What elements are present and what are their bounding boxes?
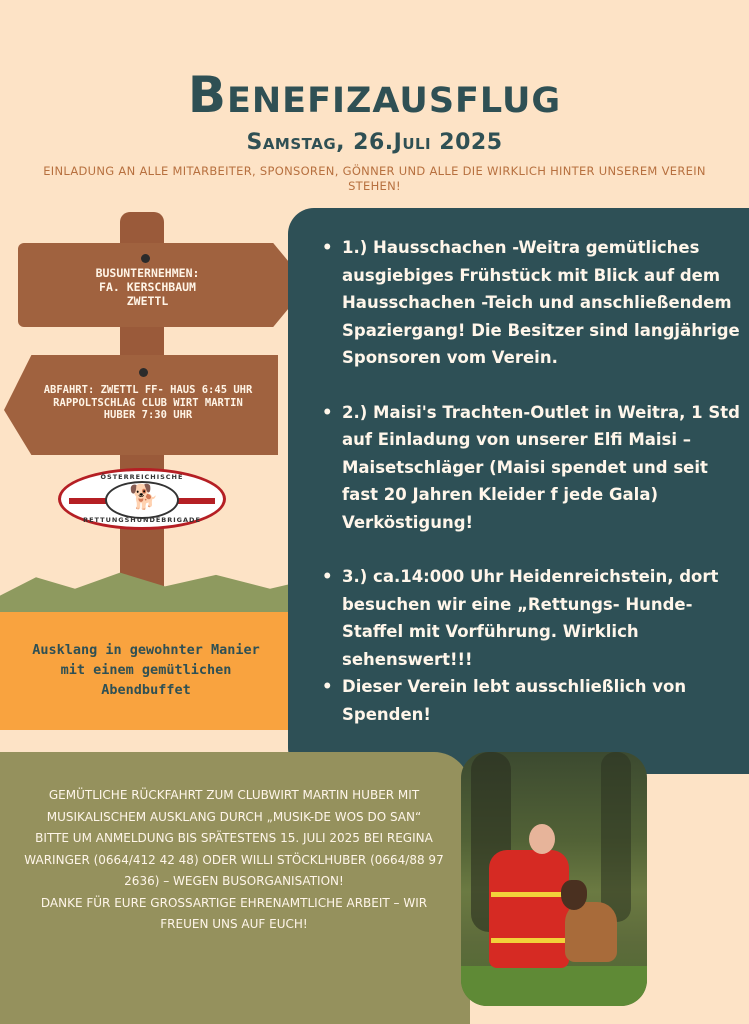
- person-head: [529, 824, 555, 854]
- dog-figure: [565, 902, 617, 962]
- sign1-line: FA. KERSCHBAUM: [99, 280, 196, 294]
- departure-text: [22, 384, 274, 422]
- info-line: BITTE UM ANMELDUNG BIS SPÄTESTENS 15. JULI 2025 BEI REGINA WARINGER (0664/412 42 48) ODER WILLI STÖCKLHUBER (0664/88 97 2636) – WEGEN BUSORGANISATION!: [24, 831, 444, 888]
- rescue-dog-photo: [461, 752, 647, 1006]
- page-title: Benefizausflug: [187, 66, 562, 124]
- nail-icon: [141, 254, 150, 263]
- info-text: [18, 785, 450, 936]
- reflective-stripe: [491, 938, 567, 943]
- program-item: • Dieser Verein lebt ausschließlich von Spenden!: [312, 673, 740, 728]
- sign2-line: HUBER 7:30 UHR: [103, 409, 193, 421]
- program-item: • 2.) Maisi's Trachten-Outlet in Weitra, 1 Std auf Einladung von unserer Elfi Maisi – Maisetschläger (Maisi spendet und seit fast 20 Jahren Kleider f jede Gala) Verköstigung!: [312, 399, 740, 537]
- invitation-text: EINLADUNG AN ALLE MITARBEITER, SPONSOREN, GÖNNER UND ALLE DIE WIRKLICH HINTER UNSEREM VEREIN STEHEN!: [43, 164, 706, 193]
- reflective-stripe: [491, 892, 567, 897]
- dog-head: [561, 880, 587, 910]
- sign1-line: BUSUNTERNEHMEN:: [95, 266, 200, 280]
- sign2-line: ABFAHRT: ZWETTL FF- HAUS 6:45 UHR: [43, 384, 253, 396]
- dog-head-icon: 🐕: [129, 483, 159, 511]
- sign2-line: RAPPOLTSCHLAG CLUB WIRT MARTIN: [53, 396, 243, 409]
- person-figure: [489, 850, 569, 968]
- program-panel: [288, 208, 749, 774]
- nail-icon: [139, 368, 148, 377]
- program-list: [312, 234, 740, 728]
- logo-bottom-text: RETTUNGSHUNDEBRIGADE: [83, 516, 201, 524]
- logo-top-text: ÖSTERREICHISCHE: [100, 473, 184, 481]
- bus-company-text: [40, 266, 255, 308]
- program-item: • 1.) Hausschachen -Weitra gemütliches ausgiebiges Frühstück mit Blick auf dem Hausschachen -Teich und anschließendem Spaziergang! Die Besitzer sind langjährige Sponsoren vom Verein.: [312, 234, 740, 372]
- closing-note-text: Ausklang in gewohnter Manier mit einem gemütlichen Abendbuffet: [32, 642, 260, 698]
- info-line: DANKE FÜR EURE GROSSARTIGE EHRENAMTLICHE ARBEIT – WIR FREUEN UNS AUF EUCH!: [40, 895, 428, 931]
- info-line: GEMÜTLICHE RÜCKFAHRT ZUM CLUBWIRT MARTIN HUBER MIT MUSIKALISCHEM AUSKLANG DURCH „MUSIK-DE WOS DO SAN“: [46, 788, 422, 824]
- tree-shape: [601, 752, 631, 922]
- sign1-line: ZWETTL: [126, 294, 169, 308]
- photo-grass: [461, 966, 647, 1006]
- rescue-dog-brigade-logo: [58, 468, 226, 530]
- event-date: Samstag, 26.Juli 2025: [246, 130, 503, 155]
- program-item: • 3.) ca.14:000 Uhr Heidenreichstein, dort besuchen wir eine „Rettungs- Hunde-Staffel mit Vorführung. Wirklich sehenswert!!!: [312, 563, 740, 673]
